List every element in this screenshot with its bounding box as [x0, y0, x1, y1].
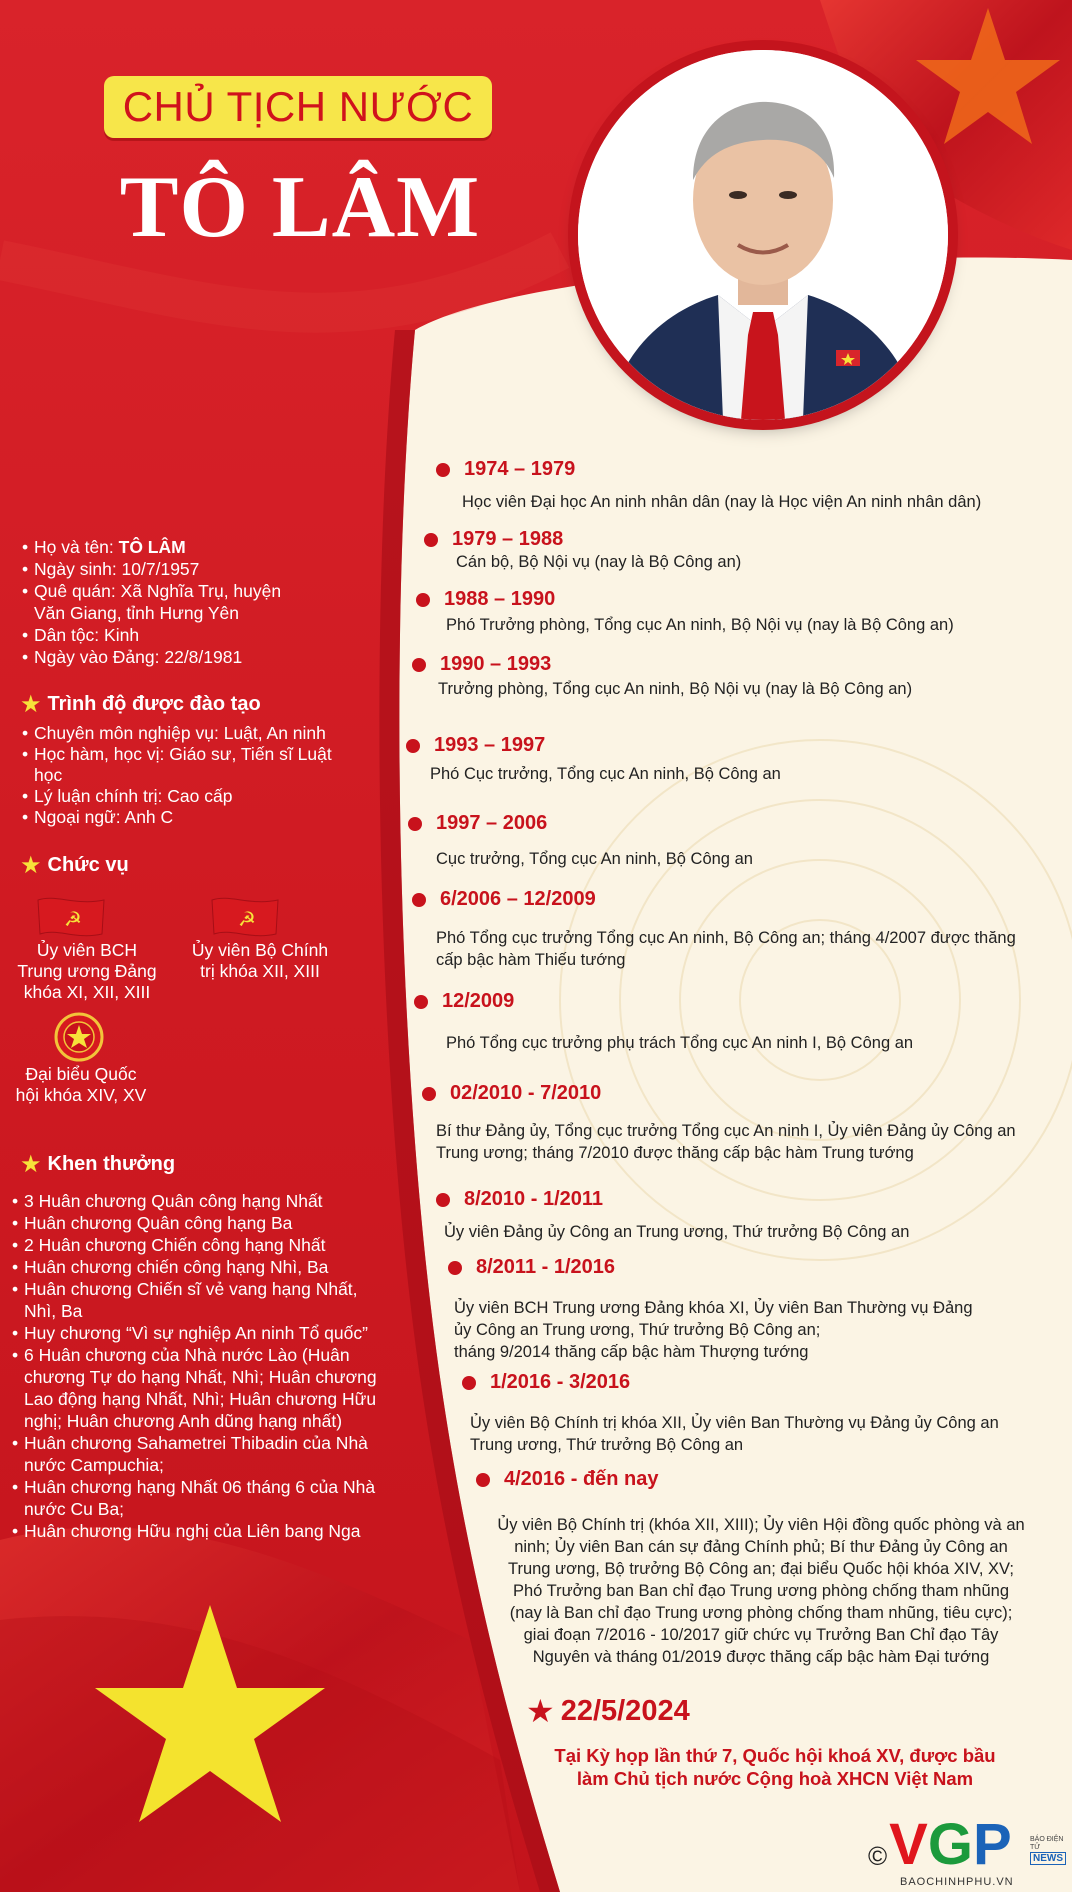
award-line: Lao động hạng Nhất, Nhì; Huân chương Hữu: [24, 1389, 377, 1409]
national-emblem-icon: [54, 1012, 104, 1062]
position-item-deputy: [6, 1064, 156, 1106]
education-item: Học hàm, học vị: Giáo sư, Tiến sĩ Luật học: [34, 744, 332, 785]
timeline-date-text: 1/2016 - 3/2016: [490, 1371, 631, 1393]
party-flag-icon: [36, 896, 106, 940]
timeline-line: Trung ương, Thứ trưởng Bộ Công an: [470, 1436, 744, 1454]
timeline-desc: [476, 1514, 1046, 1668]
position-line: trị khóa XII, XIII: [200, 961, 320, 981]
timeline-date: [436, 1188, 603, 1211]
timeline-line: Ủy viên BCH Trung ương Đảng khóa XI, Ủy viên Ban Thường vụ Đảng: [454, 1299, 973, 1317]
title-banner: [104, 76, 492, 138]
list-item: • Huân chương Sahametrei Thibadin của Nhà nước Campuchia;: [12, 1433, 368, 1475]
star-icon: ★: [20, 852, 42, 879]
person-name: TÔ LÂM: [119, 159, 481, 256]
timeline-line: Trưởng phòng, Tổng cục An ninh, Bộ Nội vụ (nay là Bộ Công an): [438, 680, 913, 698]
timeline-date-text: 1979 – 1988: [452, 528, 564, 550]
info-ethnicity: Dân tộc: Kinh: [34, 625, 140, 645]
info-row: • Ngày sinh: 10/7/1957: [22, 559, 200, 579]
timeline-date: [424, 528, 563, 551]
timeline-line: Phó Trưởng phòng, Tổng cục An ninh, Bộ Nội vụ (nay là Bộ Công an): [446, 616, 954, 634]
award-line: 2 Huân chương Chiến công hạng Nhất: [24, 1235, 326, 1255]
timeline-line: giai đoạn 7/2016 - 10/2017 giữ chức vụ Trưởng Ban Chỉ đạo Tây: [523, 1626, 999, 1644]
svg-text:☭: ☭: [238, 907, 256, 931]
timeline-line: Ủy viên Bộ Chính trị (khóa XII, XIII); Ủy viên Hội đồng quốc phòng và an: [497, 1516, 1025, 1534]
info-birthdate: Ngày sinh: 10/7/1957: [34, 559, 200, 579]
position-item-bch: [12, 940, 162, 1003]
info-party-date: Ngày vào Đảng: 22/8/1981: [34, 647, 243, 667]
award-item: [24, 1256, 328, 1278]
timeline-date-text: 8/2010 - 1/2011: [464, 1188, 604, 1210]
award-line: nước Campuchia;: [24, 1455, 164, 1475]
timeline-desc: [454, 1297, 973, 1363]
award-line: Huân chương Hữu nghị của Liên bang Nga: [24, 1521, 361, 1541]
timeline-line: Trung ương, Bộ trưởng Bộ Công an; đại biểu Quốc hội khóa XIV, XV;: [507, 1560, 1015, 1578]
award-item: [24, 1476, 375, 1520]
position-line: Ủy viên Bộ Chính: [191, 940, 329, 960]
copyright-icon: ©: [868, 1841, 888, 1871]
timeline-dot: [436, 463, 450, 477]
timeline-line: Phó Trưởng ban Ban chỉ đạo Trung ương phòng chống tham nhũng: [513, 1582, 1009, 1600]
timeline-date: [412, 888, 596, 911]
timeline-dot: [476, 1473, 490, 1487]
award-item: [24, 1278, 358, 1322]
timeline-dot: [414, 995, 428, 1009]
award-item: [24, 1234, 325, 1256]
logo-letter: V: [889, 1812, 928, 1877]
list-item: • Học hàm, học vị: Giáo sư, Tiến sĩ Luật học: [22, 744, 362, 786]
education-heading-text: Trình độ được đào tạo: [47, 693, 261, 715]
timeline-desc: [444, 1221, 909, 1243]
timeline-dot: [436, 1193, 450, 1207]
award-line: 6 Huân chương của Nhà nước Lào (Huân: [24, 1345, 350, 1365]
final-line: làm Chủ tịch nước Cộng hoà XHCN Việt Nam: [576, 1768, 974, 1789]
timeline-date: [408, 812, 547, 835]
education-item: Lý luận chính trị: Cao cấp: [34, 786, 233, 806]
timeline-desc: [446, 1032, 913, 1054]
timeline-line: Học viên Đại học An ninh nhân dân (nay là Học viện An ninh nhân dân): [462, 493, 982, 511]
timeline-desc: [446, 614, 954, 636]
award-line: chương Tự do hạng Nhất, Nhì; Huân chương: [24, 1367, 377, 1387]
award-line: Huy chương “Vì sự nghiệp An ninh Tổ quốc”: [24, 1323, 368, 1343]
svg-text:☭: ☭: [64, 907, 82, 931]
timeline-date-text: 02/2010 - 7/2010: [450, 1082, 602, 1104]
timeline-dot: [448, 1261, 462, 1275]
timeline-date-text: 12/2009: [442, 990, 515, 1012]
award-line: Huân chương Sahametrei Thibadin của Nhà: [24, 1433, 368, 1453]
site-url: BAOCHINHPHU.VN: [900, 1876, 1014, 1888]
timeline-line: Phó Cục trưởng, Tổng cục An ninh, Bộ Công an: [430, 765, 781, 783]
position-line: Ủy viên BCH: [36, 940, 138, 960]
list-item: • Lý luận chính trị: Cao cấp: [22, 786, 233, 806]
timeline-dot: [462, 1376, 476, 1390]
timeline-date-text: 1988 – 1990: [444, 588, 556, 610]
award-line: Nhì, Ba: [24, 1301, 83, 1321]
list-item: • Ngoại ngữ: Anh C: [22, 807, 174, 827]
timeline-line: Phó Tổng cục trưởng phụ trách Tổng cục An ninh I, Bộ Công an: [446, 1034, 914, 1052]
award-item: [24, 1212, 292, 1234]
position-line: Đại biểu Quốc: [25, 1064, 137, 1084]
timeline-date: [412, 653, 551, 676]
position-line: hội khóa XIV, XV: [15, 1085, 147, 1105]
personal-info-list: [22, 536, 352, 668]
party-flag-icon: [210, 896, 280, 940]
education-item: Ngoại ngữ: Anh C: [34, 807, 174, 827]
info-label: Họ và tên:: [34, 537, 119, 557]
list-item: • Huân chương chiến công hạng Nhì, Ba: [12, 1257, 329, 1277]
final-line: Tại Kỳ họp lần thứ 7, Quốc hội khoá XV, được bầu: [554, 1745, 996, 1766]
timeline-line: Ủy viên Bộ Chính trị khóa XII, Ủy viên Ban Thường vụ Đảng ủy Công an: [470, 1414, 999, 1432]
final-date: [526, 1692, 690, 1730]
timeline-date-text: 1997 – 2006: [436, 812, 548, 834]
final-date-text: 22/5/2024: [560, 1694, 690, 1727]
timeline-line: Ủy viên Đảng ủy Công an Trung ương, Thứ trưởng Bộ Công an: [444, 1223, 910, 1241]
award-item: [24, 1520, 361, 1542]
timeline-line: (nay là Ban chỉ đạo Trung ương phòng chống tham nhũng, tiêu cực);: [509, 1604, 1013, 1622]
list-item: • Huân chương hạng Nhất 06 tháng 6 của Nhà nước Cu Ba;: [12, 1477, 376, 1519]
list-item: • 3 Huân chương Quân công hạng Nhất: [12, 1191, 323, 1211]
timeline-desc: [436, 927, 1016, 971]
timeline-date: [448, 1256, 615, 1279]
list-item: • 6 Huân chương của Nhà nước Lào (Huân chương Tự do hạng Nhất, Nhì; Huân chương Lao động hạng Nhất, Nhì; Huân chương Hữu nghị; Huân chương Anh dũng hạng nhất): [12, 1345, 377, 1431]
award-line: Huân chương Quân công hạng Ba: [24, 1213, 293, 1233]
timeline-line: tháng 9/2014 thăng cấp bậc hàm Thượng tướng: [454, 1343, 809, 1361]
logo-letter: P: [972, 1812, 1012, 1877]
portrait-photo: [578, 50, 948, 420]
education-list: [22, 723, 362, 828]
timeline-date-text: 8/2011 - 1/2016: [476, 1256, 616, 1278]
timeline-date: [414, 990, 514, 1013]
position-line: khóa XI, XII, XIII: [23, 982, 151, 1002]
info-hometown: Quê quán: Xã Nghĩa Trụ, huyện: [34, 581, 282, 601]
timeline-date: [416, 588, 555, 611]
star-icon: ★: [526, 1693, 555, 1729]
timeline-line: Phó Tổng cục trưởng Tổng cục An ninh, Bộ Công an; tháng 4/2007 được thăng: [436, 929, 1016, 947]
info-name-value: TÔ LÂM: [118, 537, 186, 557]
timeline-desc: [438, 678, 912, 700]
timeline-line: Trung ương; tháng 7/2010 được thăng cấp bậc hàm Trung tướng: [436, 1144, 914, 1162]
award-item: [24, 1344, 377, 1432]
timeline-date: [406, 734, 545, 757]
star-icon: ★: [20, 1151, 42, 1178]
timeline-desc: [436, 1120, 1016, 1164]
star-icon: ★: [20, 691, 42, 718]
timeline-date-text: 1974 – 1979: [464, 458, 576, 480]
timeline-desc: [456, 551, 741, 573]
timeline-date: [476, 1468, 659, 1491]
timeline-line: Bí thư Đảng ủy, Tổng cục trưởng Tổng cục An ninh I, Ủy viên Đảng ủy Công an: [436, 1122, 1016, 1140]
timeline-desc: [430, 763, 781, 785]
positions-heading-text: Chức vụ: [47, 854, 129, 876]
final-description: [520, 1744, 1030, 1790]
awards-heading: [20, 1150, 175, 1179]
info-row: • Ngày vào Đảng: 22/8/1981: [22, 647, 243, 667]
vgp-logo: [868, 1812, 1012, 1877]
timeline-line: ninh; Ủy viên Ban cán sự đảng Chính phủ; Bí thư Đảng ủy Công an: [514, 1538, 1008, 1556]
position-line: Trung ương Đảng: [17, 961, 157, 981]
awards-list: [12, 1190, 392, 1542]
list-item: • Huân chương Quân công hạng Ba: [12, 1213, 293, 1233]
info-hometown-cont: Văn Giang, tỉnh Hưng Yên: [34, 603, 240, 623]
page-title: CHỦ TỊCH NƯỚC: [122, 83, 474, 130]
info-row: [22, 602, 352, 624]
education-heading: [20, 690, 261, 719]
timeline-date-text: 1990 – 1993: [440, 653, 552, 675]
award-item: [24, 1322, 368, 1344]
timeline-dot: [408, 817, 422, 831]
timeline-dot: [416, 593, 430, 607]
list-item: • Huân chương Hữu nghị của Liên bang Nga: [12, 1521, 361, 1541]
info-row: • Quê quán: Xã Nghĩa Trụ, huyện: [22, 581, 282, 601]
timeline-line: Nguyên và tháng 01/2019 được thăng cấp bậc hàm Đại tướng: [532, 1648, 990, 1666]
award-item: [24, 1432, 368, 1476]
logo-letter: G: [927, 1812, 973, 1877]
timeline-date-text: 6/2006 – 12/2009: [440, 888, 596, 910]
timeline-date: [422, 1082, 601, 1105]
timeline-date: [436, 458, 575, 481]
award-item: [24, 1190, 323, 1212]
timeline-desc: [462, 491, 981, 513]
award-line: Huân chương Chiến sĩ vẻ vang hạng Nhất,: [24, 1279, 358, 1299]
timeline-desc: [470, 1412, 999, 1456]
award-line: Huân chương hạng Nhất 06 tháng 6 của Nhà: [24, 1477, 376, 1497]
timeline-desc: [436, 848, 753, 870]
list-item: • Chuyên môn nghiệp vụ: Luật, An ninh: [22, 723, 326, 743]
award-line: 3 Huân chương Quân công hạng Nhất: [24, 1191, 323, 1211]
timeline-date-text: 1993 – 1997: [434, 734, 546, 756]
timeline-dot: [412, 658, 426, 672]
portrait-illustration: [578, 50, 948, 420]
timeline-line: Cục trưởng, Tổng cục An ninh, Bộ Công an: [436, 850, 753, 868]
timeline-dot: [422, 1087, 436, 1101]
timeline-line: cấp bậc hàm Thiếu tướng: [436, 951, 626, 969]
timeline-date: [462, 1371, 630, 1394]
logo-news-badge: NEWS: [1030, 1852, 1066, 1865]
list-item: • Huân chương Chiến sĩ vẻ vang hạng Nhất, Nhì, Ba: [12, 1279, 358, 1321]
timeline-line: ủy Công an Trung ương, Thứ trưởng Bộ Công an;: [454, 1321, 821, 1339]
award-line: nghị; Huân chương Anh dũng hạng nhất): [24, 1411, 343, 1431]
logo-caption: BÁO ĐIỆN TỬ: [1030, 1836, 1064, 1851]
award-line: Huân chương chiến công hạng Nhì, Ba: [24, 1257, 329, 1277]
timeline-dot: [412, 893, 426, 907]
timeline-dot: [424, 533, 438, 547]
timeline-line: Cán bộ, Bộ Nội vụ (nay là Bộ Công an): [456, 553, 742, 571]
positions-heading: [20, 851, 129, 880]
education-item: Chuyên môn nghiệp vụ: Luật, An ninh: [34, 723, 326, 743]
list-item: • Huy chương “Vì sự nghiệp An ninh Tổ quốc”: [12, 1323, 368, 1343]
awards-heading-text: Khen thưởng: [47, 1153, 176, 1175]
list-item: • 2 Huân chương Chiến công hạng Nhất: [12, 1235, 326, 1255]
info-row: • Dân tộc: Kinh: [22, 625, 140, 645]
award-line: nước Cu Ba;: [24, 1499, 125, 1519]
info-row: • Họ và tên: TÔ LÂM: [22, 537, 186, 557]
position-item-politburo: [180, 940, 340, 982]
timeline-date-text: 4/2016 - đến nay: [504, 1468, 659, 1490]
timeline-dot: [406, 739, 420, 753]
